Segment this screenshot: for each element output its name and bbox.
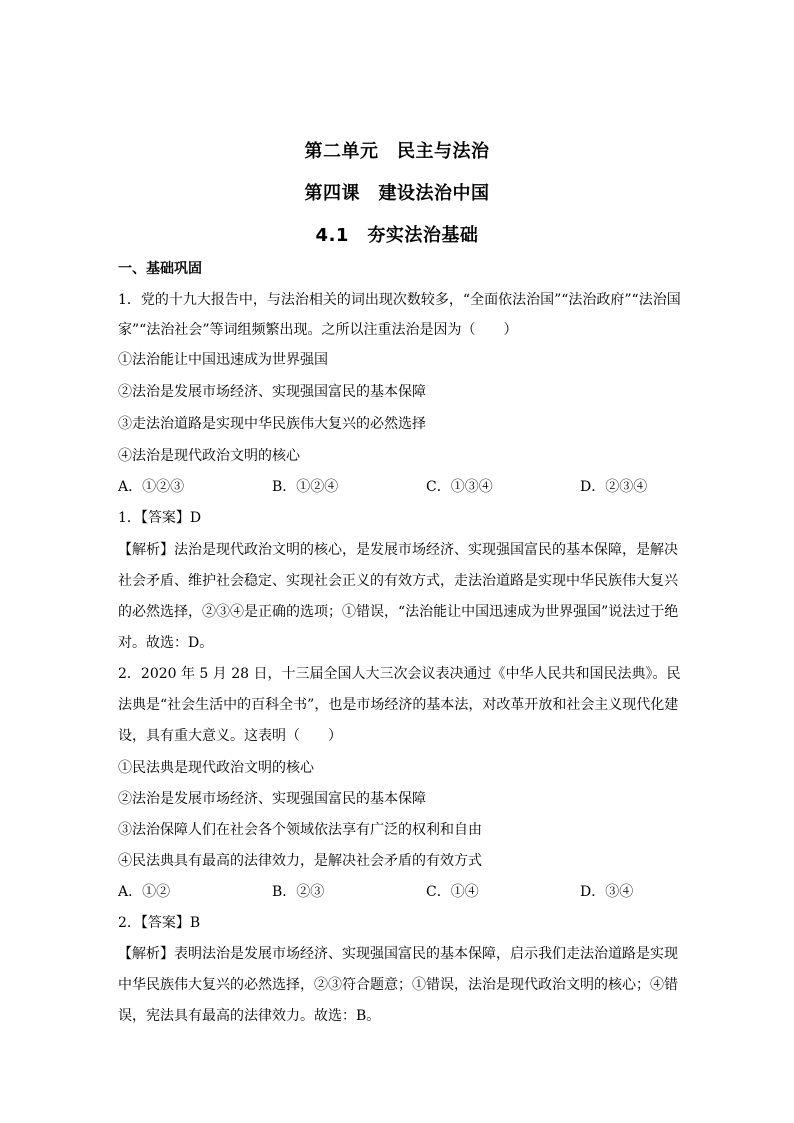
q2-answer: 2．【答案】B bbox=[118, 915, 201, 931]
q2-item-3: ③法治保障人们在社会各个领域依法享有广泛的权利和自由 bbox=[118, 822, 482, 838]
q1-answer: 1．【答案】D bbox=[118, 510, 202, 526]
q2-option-c: C．①④ bbox=[426, 884, 479, 900]
q1-option-a: A．①②③ bbox=[118, 479, 185, 495]
q1-item-2: ②法治是发展市场经济、实现强国富民的基本保障 bbox=[118, 384, 426, 400]
q2-item-4: ④民法典具有最高的法律效力，是解决社会矛盾的有效方式 bbox=[118, 853, 482, 869]
q2-option-d: D．③④ bbox=[580, 884, 634, 900]
q1-option-d: D．②③④ bbox=[580, 479, 648, 495]
q1-analysis-line2: 社会矛盾、维护社会稳定、实现社会正义的有效方式，走法治道路是实现中华民族伟大复兴 bbox=[118, 573, 678, 589]
q2-stem-line1: 2．2020 年 5 月 28 日，十三届全国人大三次会议表决通过《中华人民共和国民法典》。民 bbox=[118, 666, 681, 682]
q2-stem-line3: 设，具有重大意义。这表明（ ） bbox=[118, 728, 342, 744]
q1-item-1: ①法治能让中国迅速成为世界强国 bbox=[118, 352, 328, 368]
q2-analysis-line2: 中华民族伟大复兴的必然选择，②③符合题意；①错误，法治是现代政治文明的核心；④错 bbox=[118, 977, 678, 993]
q1-analysis-line3: 的必然选择，②③④是正确的选项；①错误，“法治能让中国迅速成为世界强国”说法过于绝 bbox=[118, 604, 679, 620]
q2-item-2: ②法治是发展市场经济、实现强国富民的基本保障 bbox=[118, 791, 426, 807]
q1-analysis-line4: 对。故选：D。 bbox=[118, 635, 214, 651]
q2-stem-line2: 法典是“社会生活中的百科全书”，也是市场经济的基本法，对改革开放和社会主义现代化建 bbox=[118, 697, 679, 713]
q2-option-a: A．①② bbox=[118, 884, 171, 900]
q2-option-b: B．②③ bbox=[272, 884, 325, 900]
q1-stem-line2: 家”“法治社会”等词组频繁出现。之所以注重法治是因为（ ） bbox=[118, 322, 518, 338]
unit-title: 第二单元 民主与法治 bbox=[304, 141, 490, 162]
q2-item-1: ①民法典是现代政治文明的核心 bbox=[118, 760, 314, 776]
q1-option-b: B．①②④ bbox=[272, 479, 339, 495]
q1-item-4: ④法治是现代政治文明的核心 bbox=[118, 448, 300, 464]
q2-analysis-line3: 误，宪法具有最高的法律效力。故选：B。 bbox=[118, 1008, 381, 1024]
q1-analysis-line1: 【解析】法治是现代政治文明的核心，是发展市场经济、实现强国富民的基本保障，是解决 bbox=[118, 542, 678, 558]
part-heading: 一、基础巩固 bbox=[118, 261, 202, 277]
section-title: 4.1 夯实法治基础 bbox=[315, 225, 479, 246]
q1-item-3: ③走法治道路是实现中华民族伟大复兴的必然选择 bbox=[118, 416, 426, 432]
q1-stem-line1: 1．党的十九大报告中，与法治相关的词出现次数较多，“全面依法治国”“法治政府”“法治国 bbox=[118, 292, 681, 308]
lesson-title: 第四课 建设法治中国 bbox=[304, 183, 490, 204]
q2-analysis-line1: 【解析】表明法治是发展市场经济、实现强国富民的基本保障，启示我们走法治道路是实现 bbox=[118, 946, 678, 962]
q1-option-c: C．①③④ bbox=[426, 479, 493, 495]
